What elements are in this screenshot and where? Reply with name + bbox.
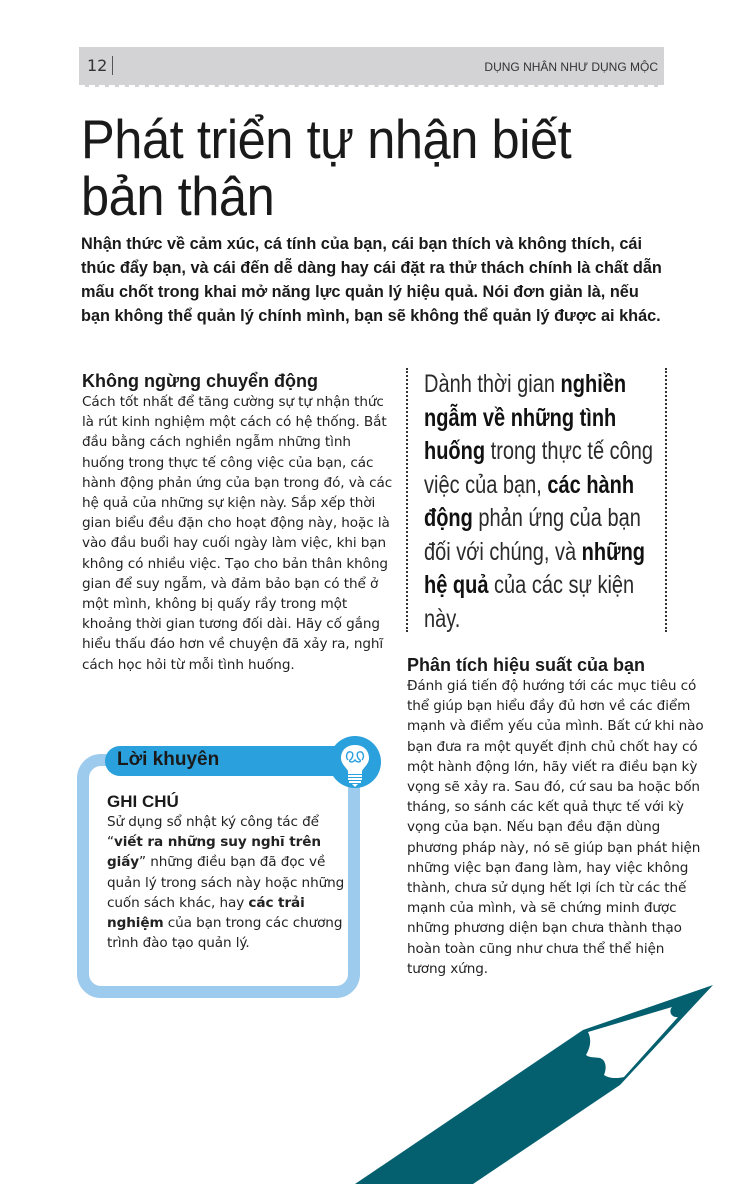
page-title-line2: bản thân	[81, 165, 275, 227]
quote-emphasis: nghiền ngẫm về những tình huống	[424, 370, 627, 465]
page-title-line1: Phát triển tự nhận biết	[81, 108, 572, 170]
tip-heading: GHI CHÚ	[107, 792, 179, 811]
quote-text: trong thực tế công việc của bạn,	[424, 437, 654, 499]
quote-emphasis: các hành động	[424, 470, 635, 532]
section-body: Đánh giá tiến độ hướng tới các mục tiêu có thể giúp bạn hiểu đầy đủ hơn về các điểm mạnh và điểm yếu của mình. Bất cứ khi nào bạn đưa ra một quyết định chủ chốt hay có một hành động lớn, hãy viết ra điều bạn kỳ vọng sẽ xảy ra. Sau đó, cứ sau ba hoặc bốn tháng, so sánh các kết quả thực tế với kỳ vọng của bạn. Nếu bạn đều đặn dùng phương pháp này, nó sẽ giúp bạn phát hiện những việc bạn đang làm, hay việc không thành, chưa sử dụng hết lợi ích từ các thế mạnh của mình, và sẽ chứng minh được những phương diện bạn chưa thành thạo hoàn toàn cũng như chưa thể thể hiện tương xứng.	[407, 678, 704, 977]
quote-emphasis: những hệ quả	[424, 537, 645, 599]
tip-text: của bạn trong các chương trình đào tạo quản lý.	[107, 915, 343, 952]
page-number: 12	[87, 56, 108, 75]
tip-text: ” những điều bạn đã đọc về quản lý trong sách này hoặc những cuốn sách khác, hay	[107, 854, 345, 911]
quote-text: Dành thời gian	[424, 370, 561, 398]
tip-emphasis: các trải nghiệm	[107, 894, 305, 932]
tip-text: Sử dụng sổ nhật ký công tác để “	[107, 814, 319, 851]
lead-paragraph: Nhận thức về cảm xúc, cá tính của bạn, cái bạn thích và không thích, cái thúc đẩy bạn, và cái đến dễ dàng hay cái đặt ra thử thách chính là chất dẫn mấu chốt trong khai mở năng lực quản lý hiệu quả. Nói đơn giản là, nếu bạn không thể quản lý chính mình, bạn sẽ không thể quản lý được ai khác.	[81, 235, 662, 325]
section-heading: Phân tích hiệu suất của bạn	[407, 655, 646, 675]
quote-text: của các sự kiện này.	[424, 571, 635, 633]
tip-label: Lời khuyên	[117, 749, 220, 770]
running-title: DỤNG NHÂN NHƯ DỤNG MỘC	[484, 60, 658, 74]
section-heading: Không ngừng chuyển động	[82, 371, 318, 391]
section-body: Cách tốt nhất để tăng cường sự tự nhận thức là rút kinh nghiệm một cách có hệ thống. Bắt đầu bằng cách nghiền ngẫm những tình huống trong thực tế công việc của bạn, các hành động phản ứng của bạn trong đó, và các hệ quả của những sự kiện này. Sắp xếp thời gian biểu đều đặn cho hoạt động này, hoặc là vào đầu buổi hay cuối ngày làm việc, khi bạn không có nhiều việc. Tạo cho bản thân không gian để suy ngẫm, và đảm bảo bạn có thể ở một mình, không bị quấy rầy trong một khoảng thời gian tương đối dài. Hãy cố gắng hiểu thấu đáo hơn về chuyện đã xảy ra, nghĩ cách học hỏi từ mỗi tình huống.	[82, 394, 393, 673]
quote-text: phản ứng của bạn đối với chúng, và	[424, 504, 641, 566]
tip-emphasis: viết ra những suy nghĩ trên giấy	[107, 834, 321, 871]
